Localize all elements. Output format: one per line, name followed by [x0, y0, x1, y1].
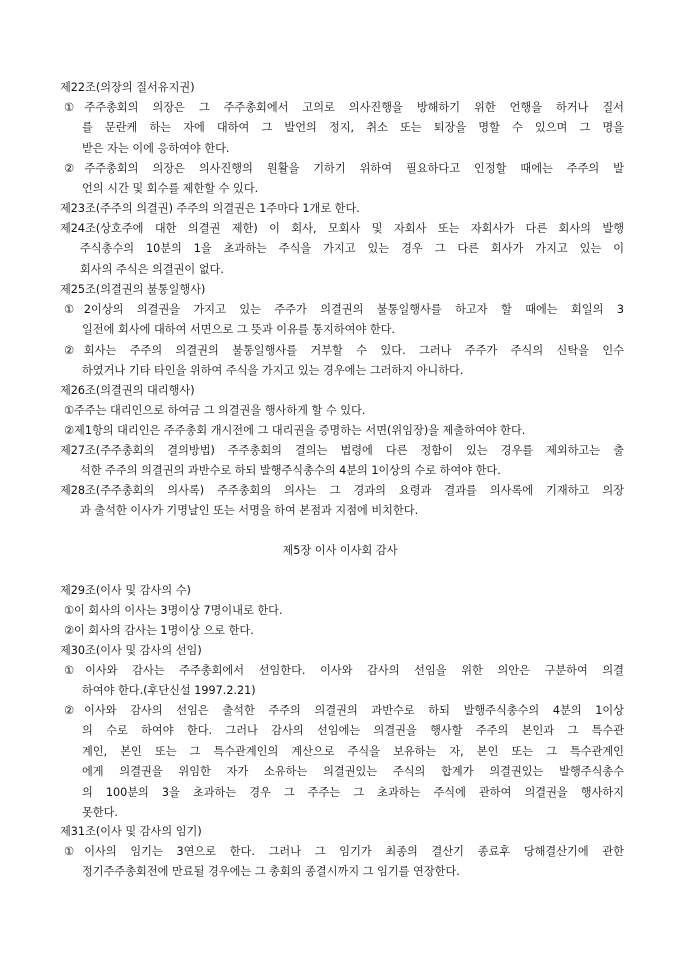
- article-30-paragraph-2: [0, 701, 680, 823]
- text-line: 언의 시간 및 회수를 제한할 수 있다.: [82, 182, 259, 196]
- article-28: [0, 481, 680, 522]
- article-22-paragraph-2: [0, 159, 680, 200]
- text-line: ①이사의 임기는 3연으로 한다. 그러나 그 임기가 최종의 결산기 종료후 당해결산기에 관한: [64, 845, 624, 858]
- article-30-paragraph-1: [0, 661, 680, 702]
- text-line: 일전에 회사에 대하여 서면으로 그 뜻과 이유를 통지하여야 한다.: [82, 323, 395, 337]
- text-line: 에게 의결권을 위임한 자가 소유하는 의결권있는 주식의 합계가 의결권있는 발행주식총수: [82, 765, 624, 779]
- article-24: [0, 219, 680, 280]
- text-line: ①2이상의 의결권을 가지고 있는 주주가 의결권의 불통일행사를 하고자 할 때에는 회일의 3: [64, 303, 624, 316]
- article-29-heading: [0, 581, 680, 601]
- article-26-paragraph-2: [0, 421, 680, 441]
- text-line: ①이 회사의 이사는 3명이상 7명이내로 한다.: [64, 604, 283, 617]
- text-line: 계인, 본인 또는 그 특수관계인의 계산으로 주식을 보유하는 자, 본인 또는 그 특수관계인: [82, 744, 624, 758]
- article-22-heading: [0, 78, 680, 98]
- article-27: [0, 441, 680, 482]
- text-line: 정기주주총회전에 만료될 경우에는 그 총회의 종결시까지 그 임기를 연장한다.: [82, 865, 460, 879]
- text-line: 하였거나 기타 타인을 위하여 주식을 가지고 있는 경우에는 그러하지 아니하다.: [82, 364, 464, 378]
- text-line: 주식총수의 10분의 1을 초과하는 주식을 가지고 있는 경우 그 다른 회사가 가지고 있는 이: [80, 242, 624, 256]
- text-line: 회사의 주식은 의결권이 없다.: [80, 262, 224, 276]
- text-line: ①이사와 감사는 주주총회에서 선임한다. 이사와 감사의 선임을 위한 의안은 구분하여 의결: [64, 664, 624, 677]
- text-line: ②회사는 주주의 의결권의 불통일행사를 거부할 수 있다. 그러나 주주가 주식의 신탁을 인수: [64, 344, 624, 357]
- article-22-paragraph-1: [0, 98, 680, 159]
- text-line: ②이 회사의 감사는 1명이상 으로 한다.: [64, 624, 254, 637]
- article-25-paragraph-1: [0, 300, 680, 341]
- article-25-heading: [0, 280, 680, 300]
- article-31-heading: [0, 822, 680, 842]
- text-line: 제26조(의결권의 대리행사): [60, 384, 195, 397]
- article-25-paragraph-2: [0, 341, 680, 382]
- text-line: ①주주는 대리인으로 하여금 그 의결권을 행사하게 할 수 있다.: [64, 404, 366, 417]
- text-line: 의 수로 하여야 한다. 그러나 감사의 선임에는 의결권을 행사할 주주의 본인과 그 특수관: [82, 724, 624, 738]
- text-line: 과 출석한 이사가 기명날인 또는 서명을 하여 본점과 지점에 비치한다.: [80, 504, 419, 518]
- text-line: ②이사와 감사의 선임은 출석한 주주의 의결권의 과반수로 하되 발행주식총수의 4분의 1이상: [64, 704, 624, 717]
- article-26-heading: [0, 381, 680, 401]
- text-line: 제5장 이사 이사회 감사: [282, 544, 398, 557]
- text-line: 받은 자는 이에 응하여야 한다.: [82, 141, 230, 155]
- text-line: 의 100분의 3을 초과하는 경우 그 주주는 그 초과하는 주식에 관하여 의결권을 행사하지: [82, 785, 624, 799]
- text-line: 제25조(의결권의 불통일행사): [60, 283, 206, 296]
- text-line: 제22조(의장의 질서유지권): [60, 81, 195, 94]
- article-29-paragraph-2: [0, 621, 680, 641]
- article-26-paragraph-1: [0, 401, 680, 421]
- text-line: 제27조(주주총회의 결의방법) 주주총회의 결의는 법령에 다른 정함이 있는 경우를 제외하고는 출: [60, 444, 624, 457]
- article-30-heading: [0, 641, 680, 661]
- text-line: 제31조(이사 및 감사의 임기): [60, 825, 202, 838]
- text-line: 제30조(이사 및 감사의 선임): [60, 644, 202, 657]
- text-line: 제24조(상호주에 대한 의결권 제한) 이 회사, 모회사 및 자회사 또는 자회사가 다른 회사의 발행: [60, 222, 624, 235]
- text-line: 제29조(이사 및 감사의 수): [60, 584, 191, 597]
- text-line: ②제1항의 대리인은 주주총회 개시전에 그 대리권을 증명하는 서면(위임장)을 제출하여야 한다.: [64, 424, 526, 437]
- text-line: ②주주총회의 의장은 의사진행의 원활을 기하기 위하여 필요하다고 인정할 때에는 주주의 발: [64, 162, 624, 175]
- text-line: 제23조(주주의 의결권) 주주의 의결권은 1주마다 1개로 한다.: [60, 202, 360, 215]
- article-29-paragraph-1: [0, 601, 680, 621]
- text-line: 제28조(주주총회의 의사록) 주주총회의 의사는 그 경과의 요령과 결과를 의사록에 기재하고 의장: [60, 484, 624, 497]
- chapter-5-title: [0, 541, 680, 561]
- text-line: 를 문란케 하는 자에 대하여 그 발언의 정지, 취소 또는 퇴장을 명할 수 있으며 그 명을: [82, 121, 624, 135]
- article-23: [0, 199, 680, 219]
- text-line: 하여야 한다.(후단신설 1997.2.21): [82, 684, 256, 698]
- article-31-paragraph-1: [0, 842, 680, 883]
- text-line: ①주주총회의 의장은 그 주주총회에서 고의로 의사진행을 방해하기 위한 언행을 하거나 질서: [64, 101, 624, 114]
- text-line: 못한다.: [82, 806, 118, 820]
- text-line: 석한 주주의 의결권의 과반수로 하되 발행주식총수의 4분의 1이상의 수로 하여야 한다.: [80, 464, 501, 478]
